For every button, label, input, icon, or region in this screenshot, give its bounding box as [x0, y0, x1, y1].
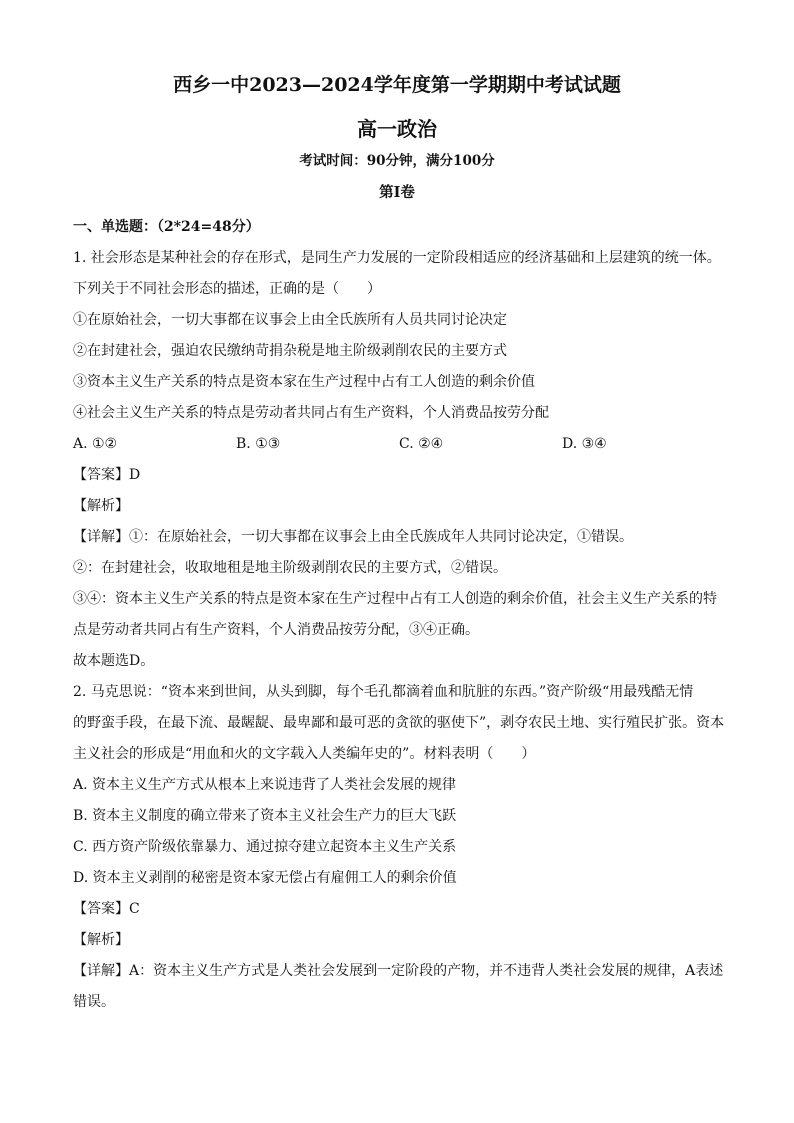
volume-label: 第Ⅰ卷 [379, 184, 415, 201]
q2-stem-line2: 的野蛮手段，在最下流、最龌龊、最卑鄙和最可恶的贪欲的驱使下”，剥夺农民土地、实行殖民扩张。资本 [73, 715, 725, 731]
q2-stem-line1: 2. 马克思说：“资本来到世间，从头到脚，每个毛孔都滴着血和肮脏的东西。”资产阶级“用最残酷无情 [73, 684, 694, 700]
q1-detail-2: ②：在封建社会，收取地租是地主阶级剥削农民的主要方式，②错误。 [73, 560, 507, 576]
q1-detail-4: 点是劳动者共同占有生产资料，个人消费品按劳分配，③④正确。 [73, 622, 479, 638]
q2-answer: 【答案】C [73, 901, 140, 917]
q1-option-d: D. ③④ [562, 436, 607, 452]
q1-stem-line2: 下列关于不同社会形态的描述，正确的是（ ） [73, 281, 381, 297]
q1-option-c: C. ②④ [399, 436, 444, 452]
q1-detail-5: 故本题选D。 [73, 653, 155, 669]
q2-option-c: C. 西方资产阶级依靠暴力、通过掠夺建立起资本主义生产关系 [73, 839, 457, 855]
document-body [73, 212, 725, 1018]
q1-statement-1: ①在原始社会，一切大事都在议事会上由全氏族所有人员共同讨论决定 [73, 312, 507, 328]
q1-statement-4: ④社会主义生产关系的特点是劳动者共同占有生产资料，个人消费品按劳分配 [73, 405, 549, 421]
q2-option-b: B. 资本主义制度的确立带来了资本主义社会生产力的巨大飞跃 [73, 808, 457, 824]
q1-stem-line1: 1. 社会形态是某种社会的存在形式，是同生产力发展的一定阶段相适应的经济基础和上层建筑的统一体。 [73, 250, 721, 266]
section-heading: 一、单选题：（2*24=48分） [73, 219, 260, 235]
subject-title: 高一政治 [357, 117, 437, 141]
q1-option-a: A. ①② [73, 436, 118, 452]
q2-option-a: A. 资本主义生产方式从根本上来说违背了人类社会发展的规律 [73, 777, 457, 793]
q1-options [73, 429, 725, 460]
q2-stem-line3: 主义社会的形成是“用血和火的文字载入人类编年史的”。材料表明（ ） [73, 746, 536, 762]
q2-detail-1: 【详解】A：资本主义生产方式是人类社会发展到一定阶段的产物，并不违背人类社会发展的规律，A表述 [73, 963, 724, 979]
q1-option-b: B. ①③ [236, 436, 281, 452]
q1-detail-3: ③④：资本主义生产关系的特点是资本家在生产过程中占有工人创造的剩余价值，社会主义生产关系的特 [73, 591, 717, 607]
exam-info: 考试时间：90分钟，满分100分 [299, 153, 495, 169]
q1-detail-1: 【详解】①：在原始社会，一切大事都在议事会上由全氏族成年人共同讨论决定，①错误。 [73, 529, 633, 545]
q1-statement-2: ②在封建社会，强迫农民缴纳苛捐杂税是地主阶级剥削农民的主要方式 [73, 343, 507, 359]
q1-answer: 【答案】D [73, 467, 141, 483]
q1-statement-3: ③资本主义生产关系的特点是资本家在生产过程中占有工人创造的剩余价值 [73, 374, 535, 390]
q2-analysis-label: 【解析】 [73, 932, 129, 948]
q2-detail-2: 错误。 [73, 994, 115, 1010]
exam-title: 西乡一中2023—2024学年度第一学期期中考试试题 [173, 74, 621, 96]
q2-option-d: D. 资本主义剥削的秘密是资本家无偿占有雇佣工人的剩余价值 [73, 870, 457, 886]
q1-analysis-label: 【解析】 [73, 498, 129, 514]
